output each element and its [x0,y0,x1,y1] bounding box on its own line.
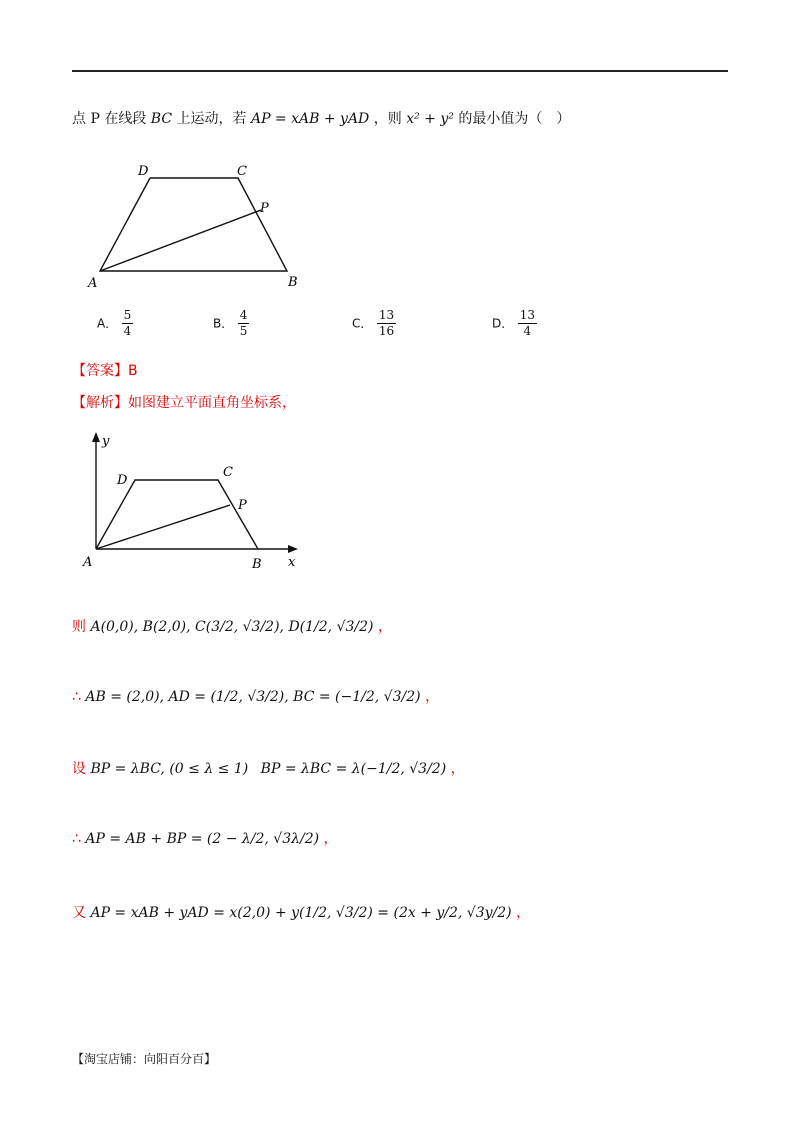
step-lambda [72,758,465,778]
analysis-tag: 【解析】 [72,395,128,411]
step-1-tail: ， [377,619,392,635]
label-y: y [102,434,110,449]
question-line [72,108,570,128]
option-a-label: A． [97,316,118,331]
question-mid: 上运动，若 [176,111,247,127]
question-suffix: 的最小值为（ ） [458,111,571,127]
step-5-lead: 又 [72,905,86,921]
trapezoid-outline-2 [96,480,258,549]
step-3-lead: 设 [72,761,86,777]
question-segment: BC [150,111,173,127]
option-b-fraction [238,308,250,339]
question-expression: x² + y² [406,111,454,127]
label-b-2: B [252,557,262,572]
label-a-2: A [83,555,93,570]
footer-shop: 【淘宝店铺：向阳百分百】 [72,1052,217,1066]
x-axis-arrow [288,545,298,553]
option-d-label: D． [492,316,514,331]
step-5-tail: ， [516,905,531,921]
step-1-lead: 则 [72,619,86,635]
label-c: C [237,164,247,179]
answer-line [72,360,138,380]
option-b-label: B． [213,316,234,331]
option-c-num: 13 [378,308,395,322]
step-coordinates [72,616,392,636]
header-rule [72,70,728,72]
label-x: x [288,555,296,570]
trapezoid-outline [100,178,287,271]
option-b-num: 4 [239,308,248,322]
option-a-num: 5 [123,308,132,322]
step-1-math: A(0,0), B(2,0), C(3/2, √3/2), D(1/2, √3/2) [90,619,374,635]
option-b-den: 5 [239,324,248,338]
option-a-fraction [122,308,134,339]
label-d: D [138,164,149,179]
step-3-tail: ， [450,761,465,777]
label-p: P [260,201,269,216]
segment-ap-2 [96,505,230,549]
label-d-2: D [117,473,128,488]
step-4-math: AP = AB + BP = (2 − λ/2, √3λ/2) [85,831,320,847]
step-2-tail: ， [425,689,440,705]
step-vectors [72,686,439,706]
option-c [352,308,396,339]
step-3-math-2: BP = λBC = λ(−1/2, √3/2) [260,761,447,777]
question-equation: AP = xAB + yAD [250,111,370,127]
analysis-line [72,392,296,412]
answer-value: B [128,363,138,379]
question-then: ，则 [373,111,402,127]
option-d-den: 4 [523,324,532,338]
step-4-tail: ， [323,831,338,847]
step-4-lead: ∴ [72,831,81,847]
label-a: A [88,276,98,291]
label-c-2: C [223,465,233,480]
option-b [213,308,249,339]
step-ap-xy [72,902,530,922]
step-5-math: AP = xAB + yAD = x(2,0) + y(1/2, √3/2) = (2x + y/2, √3y/2) [90,905,512,921]
step-3-math: BP = λBC, (0 ≤ λ ≤ 1) [90,761,249,777]
label-p-2: P [238,498,247,513]
option-c-fraction [377,308,396,339]
segment-ap [100,210,261,271]
figure-coordinate [80,428,320,578]
answer-tag: 【答案】 [72,363,128,379]
option-c-label: C． [352,316,373,331]
option-c-den: 16 [378,324,395,338]
step-2-math: AB = (2,0), AD = (1/2, √3/2), BC = (−1/2, √3/2) [85,689,421,705]
option-a [97,308,133,339]
option-d-fraction [518,308,537,339]
option-a-den: 4 [123,324,132,338]
step-ap [72,828,338,848]
option-d [492,308,537,339]
option-d-num: 13 [519,308,535,322]
y-axis-arrow [92,432,100,442]
figure-trapezoid [80,158,320,293]
label-b: B [288,275,298,290]
question-prefix: 点 P 在线段 [72,111,147,127]
step-2-lead: ∴ [72,689,81,705]
analysis-text: 如图建立平面直角坐标系， [128,395,296,411]
